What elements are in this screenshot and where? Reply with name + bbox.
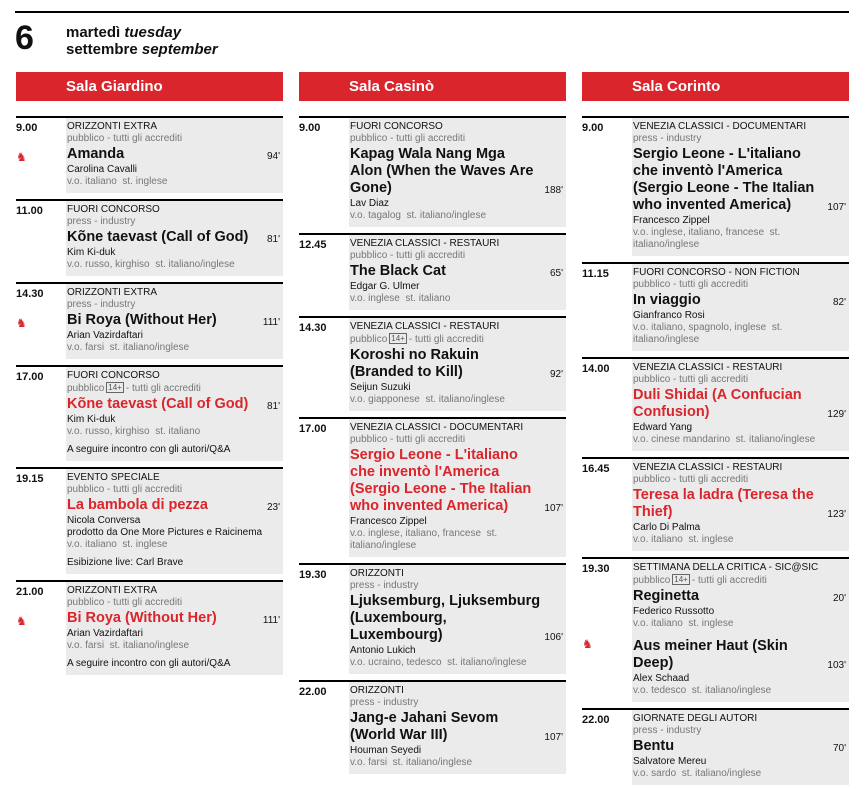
director: Kim Ki-duk xyxy=(67,247,116,258)
section-label: VENEZIA CLASSICI - RESTAURI xyxy=(350,238,500,249)
event-11-00 xyxy=(16,199,283,276)
director: Seijun Suzuki xyxy=(350,382,411,393)
event-9-00 xyxy=(582,116,849,256)
access-line: pubblico - tutti gli accrediti xyxy=(350,133,466,144)
languages: v.o. cinese mandarino st. italiano/inglese xyxy=(633,434,816,445)
film-title[interactable]: Bentu xyxy=(633,738,675,754)
section-label: ORIZZONTI EXTRA xyxy=(67,121,157,132)
hall-header: Sala Casinò xyxy=(299,72,566,101)
film-title[interactable]: Bi Roya (Without Her) xyxy=(67,610,217,626)
film-title[interactable]: Kõne taevast (Call of God) xyxy=(67,396,249,412)
event-time: 17.00 xyxy=(299,423,327,435)
weekday-it: martedì xyxy=(66,24,121,41)
second-screening xyxy=(633,638,846,697)
director: Kim Ki-duk xyxy=(67,414,116,425)
producer: prodotto da One More Pictures e Raicinema xyxy=(67,527,263,538)
month-line xyxy=(66,41,218,58)
access-line: pubblico 14+ - tutti gli accrediti xyxy=(633,575,767,586)
duration: 106' xyxy=(544,632,563,643)
access-line: pubblico 14+ - tutti gli accrediti xyxy=(67,383,201,394)
winged-lion-icon: ♞ xyxy=(16,316,27,330)
section-label: FUORI CONCORSO xyxy=(350,121,443,132)
event-time: 14.00 xyxy=(582,363,610,375)
languages: v.o. russo, kirghiso st. italiano xyxy=(67,426,201,437)
top-rule xyxy=(15,11,849,13)
event-box xyxy=(632,559,849,702)
event-22-00 xyxy=(582,708,849,785)
event-note: A seguire incontro con gli autori/Q&A xyxy=(67,658,231,669)
event-time: 11.15 xyxy=(582,268,609,280)
section-label: FUORI CONCORSO xyxy=(67,204,160,215)
film-title[interactable]: In viaggio xyxy=(633,292,701,308)
section-label: VENEZIA CLASSICI - RESTAURI xyxy=(633,462,783,473)
section-label: EVENTO SPECIALE xyxy=(67,472,160,483)
director: Houman Seyedi xyxy=(350,745,422,756)
event-box xyxy=(349,318,566,411)
duration: 111' xyxy=(262,615,280,626)
languages: v.o. tedesco st. italiano/inglese xyxy=(633,685,772,696)
languages: v.o. ucraino, tedesco st. italiano/inglese xyxy=(350,657,527,668)
event-box xyxy=(66,367,283,461)
event-box xyxy=(632,459,849,551)
age-badge: 14+ xyxy=(391,334,405,343)
event-17-00 xyxy=(16,365,283,461)
duration: 107' xyxy=(544,503,563,514)
director: Federico Russotto xyxy=(633,606,715,617)
film-title[interactable]: Jang-e Jahani Sevom (World War III) xyxy=(350,710,499,743)
languages: v.o. farsi st. italiano/inglese xyxy=(67,640,190,651)
event-time: 9.00 xyxy=(16,122,38,134)
events-list xyxy=(16,116,283,675)
duration: 107' xyxy=(544,732,563,743)
director: Arian Vazirdaftari xyxy=(67,628,143,639)
event-time: 22.00 xyxy=(299,686,327,698)
director: Alex Schaad xyxy=(633,673,690,684)
section-label: FUORI CONCORSO - NON FICTION xyxy=(633,267,800,278)
duration: 129' xyxy=(827,409,846,420)
director: Antonio Lukich xyxy=(350,645,416,656)
event-17-00 xyxy=(299,417,566,557)
access-line: press - industry xyxy=(633,725,702,736)
section-label: VENEZIA CLASSICI - RESTAURI xyxy=(350,321,500,332)
director: Arian Vazirdaftari xyxy=(67,330,143,341)
duration: 81' xyxy=(266,234,280,245)
film-title[interactable]: Kõne taevast (Call of God) xyxy=(67,229,249,245)
director: Nicola Conversa xyxy=(67,515,141,526)
column-sala-corinto xyxy=(582,72,849,791)
section-label: ORIZZONTI xyxy=(350,568,404,579)
event-box xyxy=(349,682,566,774)
event-time: 19.30 xyxy=(582,563,610,575)
section-label: VENEZIA CLASSICI - DOCUMENTARI xyxy=(633,121,807,132)
director: Francesco Zippel xyxy=(633,215,710,226)
event-time: 22.00 xyxy=(582,714,610,726)
hall-header: Sala Giardino xyxy=(16,72,283,101)
access-line: pubblico 14+ - tutti gli accrediti xyxy=(350,334,484,345)
event-19-30 xyxy=(299,563,566,674)
access-line: pubblico - tutti gli accrediti xyxy=(67,597,183,608)
duration: 123' xyxy=(827,509,846,520)
director: Gianfranco Rosi xyxy=(633,310,705,321)
event-9-00 xyxy=(299,116,566,227)
director: Lav Diaz xyxy=(350,198,389,209)
languages: v.o. inglese, italiano, francese st. italiano/inglese xyxy=(350,528,498,551)
event-box xyxy=(632,359,849,451)
film-title[interactable]: The Black Cat xyxy=(350,263,446,279)
event-14-30 xyxy=(16,282,283,359)
event-time: 16.45 xyxy=(582,463,610,475)
section-label: VENEZIA CLASSICI - RESTAURI xyxy=(633,362,783,373)
events-list xyxy=(299,116,566,774)
events-list xyxy=(582,116,849,785)
duration: 94' xyxy=(266,151,280,162)
languages: v.o. italiano st. inglese xyxy=(67,539,168,550)
director: Salvatore Mereu xyxy=(633,756,707,767)
section-label: GIORNATE DEGLI AUTORI xyxy=(633,713,758,724)
access-line: pubblico - tutti gli accrediti xyxy=(633,279,749,290)
languages: v.o. farsi st. italiano/inglese xyxy=(350,757,473,768)
winged-lion-icon: ♞ xyxy=(16,150,27,164)
film-title[interactable]: Reginetta xyxy=(633,588,700,604)
event-box xyxy=(349,419,566,557)
film-title[interactable]: Duli Shidai (A Confucian Confusion) xyxy=(633,387,802,420)
event-14-30 xyxy=(299,316,566,411)
event-box xyxy=(349,235,566,310)
event-box xyxy=(66,201,283,276)
film-title[interactable]: Amanda xyxy=(67,146,125,162)
event-time: 11.00 xyxy=(16,205,43,217)
event-11-15 xyxy=(582,262,849,351)
section-label: VENEZIA CLASSICI - DOCUMENTARI xyxy=(350,422,524,433)
event-note: Esibizione live: Carl Brave xyxy=(67,557,184,568)
event-time: 21.00 xyxy=(16,586,44,598)
event-19-15 xyxy=(16,467,283,574)
event-note: A seguire incontro con gli autori/Q&A xyxy=(67,444,231,455)
languages: v.o. sardo st. italiano/inglese xyxy=(633,768,762,779)
event-box xyxy=(632,118,849,256)
languages: v.o. italiano st. inglese xyxy=(633,618,734,629)
duration: 92' xyxy=(549,369,563,380)
day-number: 6 xyxy=(15,19,34,57)
event-box xyxy=(632,264,849,351)
access-line: pubblico - tutti gli accrediti xyxy=(350,434,466,445)
column-sala-casino xyxy=(299,72,566,780)
age-badge: 14+ xyxy=(108,383,122,392)
duration: 111' xyxy=(262,317,280,328)
winged-lion-icon: ♞ xyxy=(582,637,593,651)
event-box xyxy=(66,284,283,359)
event-box xyxy=(632,710,849,785)
director: Edward Yang xyxy=(633,422,693,433)
access-line: pubblico - tutti gli accrediti xyxy=(350,250,466,261)
age-badge: 14+ xyxy=(674,575,688,584)
event-time: 19.30 xyxy=(299,569,327,581)
duration: 65' xyxy=(549,268,563,279)
event-time: 9.00 xyxy=(582,122,604,134)
film-title[interactable]: Aus meiner Haut (Skin Deep) xyxy=(633,638,788,671)
film-title[interactable]: Ljuksemburg, Ljuksemburg (Luxembourg, Luxembourg) xyxy=(350,593,541,643)
film-title[interactable]: Sergio Leone - L'italiano che inventò l'America (Sergio Leone - The Italian who invented America) xyxy=(350,447,532,514)
event-box xyxy=(66,469,283,574)
event-22-00 xyxy=(299,680,566,774)
access-line: pubblico - tutti gli accrediti xyxy=(633,474,749,485)
languages: v.o. tagalog st. italiano/inglese xyxy=(350,210,487,221)
section-label: ORIZZONTI EXTRA xyxy=(67,585,157,596)
director: Edgar G. Ulmer xyxy=(350,281,420,292)
event-time: 19.15 xyxy=(16,473,44,485)
film-title[interactable]: Bi Roya (Without Her) xyxy=(67,312,217,328)
languages: v.o. italiano st. inglese xyxy=(67,176,168,187)
event-time: 14.30 xyxy=(16,288,44,300)
languages: v.o. inglese st. italiano xyxy=(350,293,451,304)
event-21-00 xyxy=(16,580,283,675)
access-line: press - industry xyxy=(67,216,136,227)
winged-lion-icon: ♞ xyxy=(16,614,27,628)
event-box xyxy=(349,118,566,227)
section-label: ORIZZONTI EXTRA xyxy=(67,287,157,298)
access-line: press - industry xyxy=(350,580,419,591)
event-time: 17.00 xyxy=(16,371,44,383)
event-box xyxy=(349,565,566,674)
event-16-45 xyxy=(582,457,849,551)
month-it: settembre xyxy=(66,41,138,58)
duration: 70' xyxy=(832,743,846,754)
languages: v.o. giapponese st. italiano/inglese xyxy=(350,394,505,405)
access-line: press - industry xyxy=(67,299,136,310)
film-title[interactable]: Teresa la ladra (Teresa the Thief) xyxy=(633,487,814,520)
access-line: pubblico - tutti gli accrediti xyxy=(67,133,183,144)
duration: 82' xyxy=(832,297,846,308)
section-label: ORIZZONTI xyxy=(350,685,404,696)
event-14-00 xyxy=(582,357,849,451)
film-title[interactable]: Sergio Leone - L'italiano che inventò l'America (Sergio Leone - The Italian who invented America) xyxy=(633,146,815,213)
event-12-45 xyxy=(299,233,566,310)
event-time: 14.30 xyxy=(299,322,327,334)
film-title[interactable]: Kapag Wala Nang Mga Alon (When the Waves Are Gone) xyxy=(350,146,534,196)
event-time: 9.00 xyxy=(299,122,321,134)
duration: 81' xyxy=(266,401,280,412)
duration: 188' xyxy=(544,185,563,196)
event-time: 12.45 xyxy=(299,239,327,251)
film-title[interactable]: Koroshi no Rakuin (Branded to Kill) xyxy=(350,347,479,380)
weekday-en: tuesday xyxy=(124,24,182,41)
hall-header: Sala Corinto xyxy=(582,72,849,101)
access-line: press - industry xyxy=(633,133,702,144)
languages: v.o. italiano st. inglese xyxy=(633,534,734,545)
weekday-line xyxy=(66,24,181,41)
month-en: september xyxy=(141,41,218,58)
access-line: pubblico - tutti gli accrediti xyxy=(67,484,183,495)
column-sala-giardino xyxy=(16,72,283,681)
languages: v.o. russo, kirghiso st. italiano/inglese xyxy=(67,259,235,270)
event-box xyxy=(66,582,283,675)
duration: 23' xyxy=(266,502,280,513)
languages: v.o. italiano, spagnolo, inglese st. italiano/inglese xyxy=(633,322,783,345)
event-9-00 xyxy=(16,116,283,193)
languages: v.o. inglese, italiano, francese st. italiano/inglese xyxy=(633,227,781,250)
director: Carlo Di Palma xyxy=(633,522,701,533)
film-title[interactable]: La bambola di pezza xyxy=(67,497,208,513)
duration: 107' xyxy=(827,202,846,213)
duration: 20' xyxy=(832,593,846,604)
access-line: pubblico - tutti gli accrediti xyxy=(633,374,749,385)
director: Francesco Zippel xyxy=(350,516,427,527)
access-line: press - industry xyxy=(350,697,419,708)
languages: v.o. farsi st. italiano/inglese xyxy=(67,342,190,353)
event-19-30 xyxy=(582,557,849,702)
director: Carolina Cavalli xyxy=(67,164,138,175)
duration: 103' xyxy=(827,660,846,671)
section-label: FUORI CONCORSO xyxy=(67,370,160,381)
section-label: SETTIMANA DELLA CRITICA - SIC@SIC xyxy=(633,562,819,573)
event-box xyxy=(66,118,283,193)
